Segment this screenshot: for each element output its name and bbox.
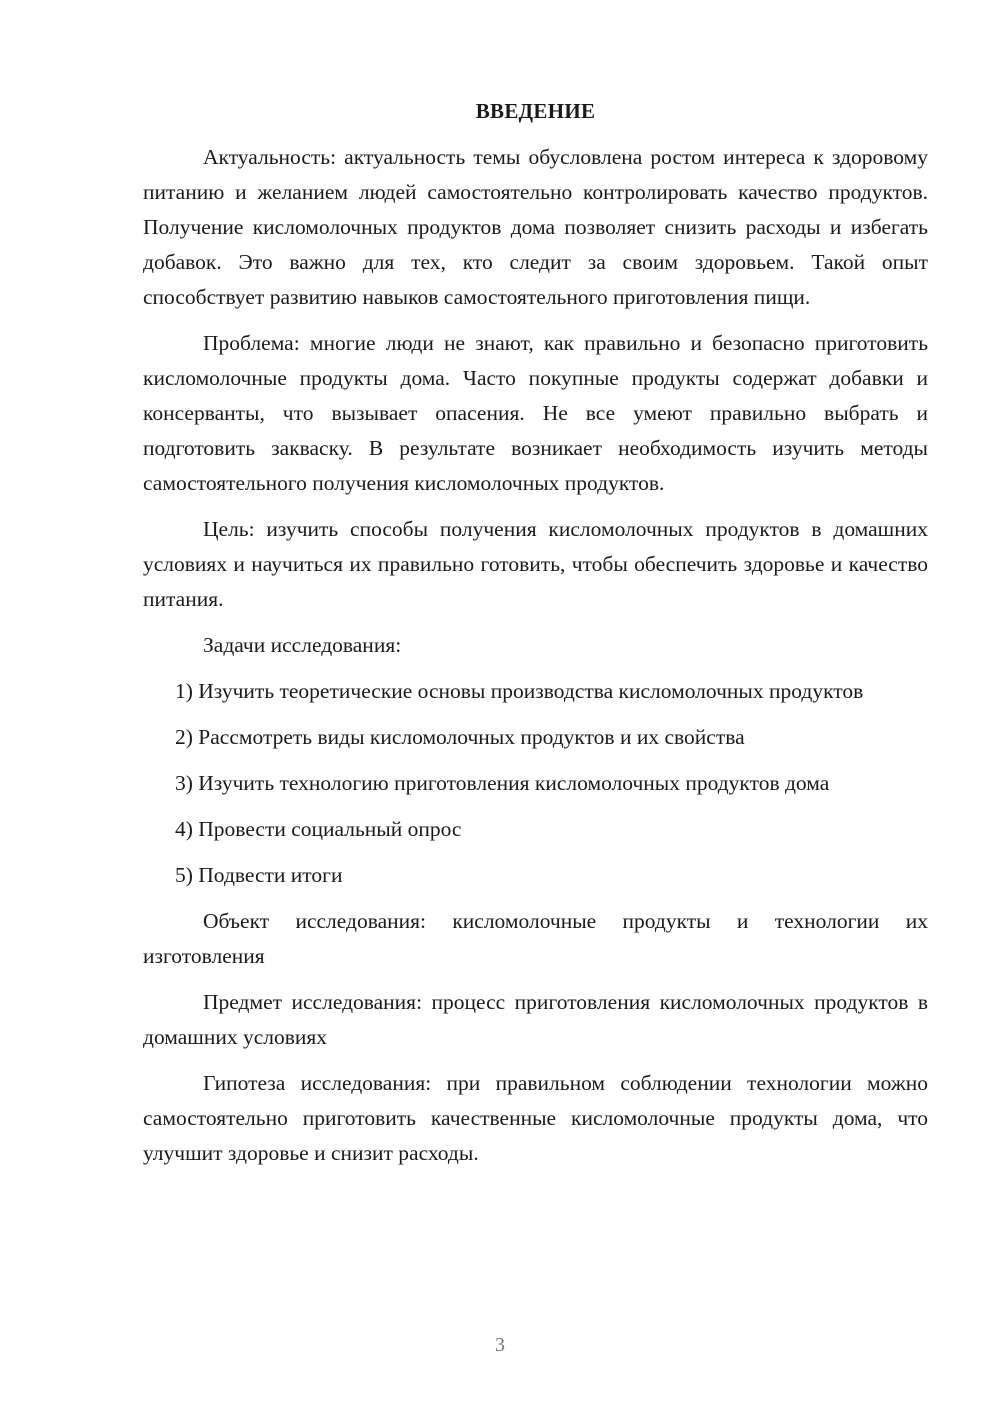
page-number: 3	[495, 1334, 505, 1356]
task-item-4: 4) Провести социальный опрос	[175, 817, 462, 841]
task-item-3: 3) Изучить технологию приготовления кисломолочных продуктов дома	[175, 771, 830, 795]
task-item-1: 1) Изучить теоретические основы производства кисломолочных продуктов	[175, 679, 864, 703]
hypothesis-paragraph: Гипотеза исследования: при правильном соблюдении технологии можно самостоятельно приготовить качественные кисломолочные продукты дома, что улучшит здоровье и снизит расходы.	[143, 1071, 928, 1165]
research-subject-paragraph: Предмет исследования: процесс приготовления кисломолочных продуктов в домашних условиях	[143, 990, 928, 1049]
problem-paragraph: Проблема: многие люди не знают, как правильно и безопасно приготовить кисломолочные продукты дома. Часто покупные продукты содержат добавки и консерванты, что вызывает опасения. Не все умеют правильно выбрать и подготовить закваску. В результате возникает необходимость изучить методы самостоятельного получения кисломолочных продуктов.	[143, 331, 928, 495]
document-page	[143, 96, 928, 1182]
research-object-paragraph: Объект исследования: кисломолочные продукты и технологии их изготовления	[143, 909, 928, 968]
goal-paragraph: Цель: изучить способы получения кисломолочных продуктов в домашних условиях и научиться их правильно готовить, чтобы обеспечить здоровье и качество питания.	[143, 517, 928, 611]
page-title: ВВЕДЕНИЕ	[475, 99, 596, 123]
relevance-paragraph: Актуальность: актуальность темы обусловлена ростом интереса к здоровому питанию и желанием людей самостоятельно контролировать качество продуктов. Получение кисломолочных продуктов дома позволяет снизить расходы и избегать добавок. Это важно для тех, кто следит за своим здоровьем. Такой опыт способствует развитию навыков самостоятельного приготовления пищи.	[143, 145, 928, 309]
task-item-5: 5) Подвести итоги	[175, 863, 343, 887]
tasks-heading: Задачи исследования:	[203, 633, 402, 657]
task-item-2: 2) Рассмотреть виды кисломолочных продуктов и их свойства	[175, 725, 745, 749]
